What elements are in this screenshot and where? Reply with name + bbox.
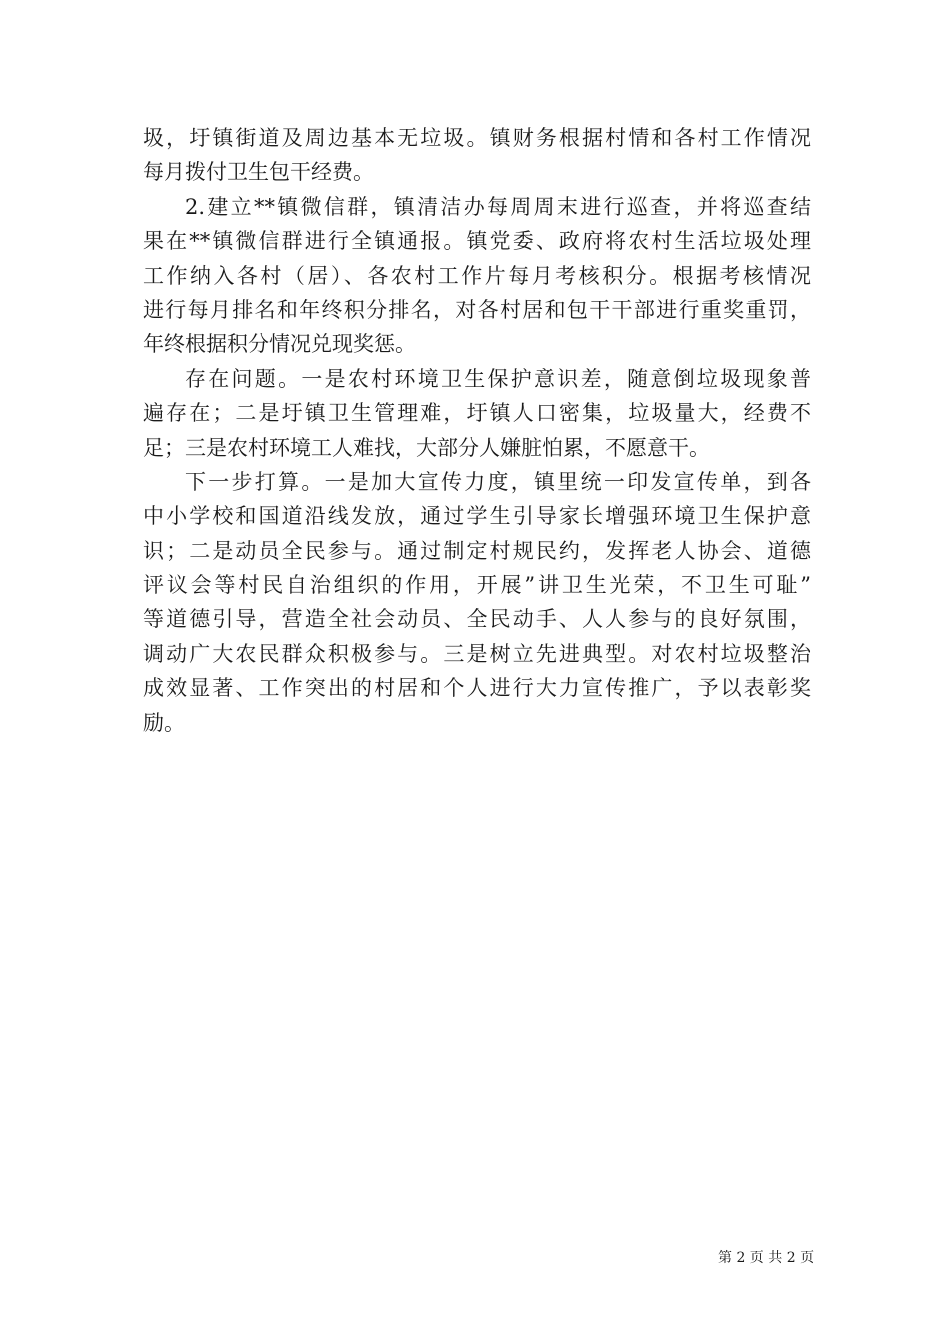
paragraph-1 xyxy=(143,121,811,190)
text-line: 励。 xyxy=(143,710,185,735)
text-line: 工作纳入各村（居）、各农村工作片每月考核积分。根据考核情况 xyxy=(143,263,811,288)
text-line: 年终根据积分情况兑现奖惩。 xyxy=(143,332,416,357)
paragraph-2 xyxy=(143,190,811,362)
document-body xyxy=(143,121,811,740)
text-line: 评议会等村民自治组织的作用，开展”讲卫生光荣，不卫生可耻” xyxy=(143,573,811,598)
text-line: 圾，圩镇街道及周边基本无垃圾。镇财务根据村情和各村工作情况 xyxy=(143,126,811,150)
text-line: 成效显著、工作突出的村居和个人进行大力宣传推广，予以表彰奖 xyxy=(143,676,811,701)
text-line: 进行每月排名和年终积分排名，对各村居和包干干部进行重奖重罚， xyxy=(143,297,811,322)
page-footer: 第 2 页 共 2 页 xyxy=(718,1250,815,1266)
text-line: 等道德引导，营造全社会动员、全民动手、人人参与的良好氛围， xyxy=(143,607,811,632)
text-line: 调动广大农民群众积极参与。三是树立先进典型。对农村垃圾整治 xyxy=(143,641,811,666)
text-line: 中小学校和国道沿线发放，通过学生引导家长增强环境卫生保护意 xyxy=(143,504,811,529)
text-line: 下一步打算。一是加大宣传力度，镇里统一印发宣传单，到各 xyxy=(185,469,811,494)
text-line: 存在问题。一是农村环境卫生保护意识差，随意倒垃圾现象普 xyxy=(185,366,811,391)
text-line: 每月拨付卫生包干经费。 xyxy=(143,160,374,185)
paragraph-3 xyxy=(143,362,811,465)
text-line: 2.建立**镇微信群，镇清洁办每周周末进行巡查，并将巡查结 xyxy=(185,194,811,219)
text-line: 果在**镇微信群进行全镇通报。镇党委、政府将农村生活垃圾处理 xyxy=(143,229,811,254)
text-line: 识；二是动员全民参与。通过制定村规民约，发挥老人协会、道德 xyxy=(143,538,811,563)
text-line: 足；三是农村环境工人难找，大部分人嫌脏怕累，不愿意干。 xyxy=(143,435,710,460)
text-line: 遍存在；二是圩镇卫生管理难，圩镇人口密集，垃圾量大，经费不 xyxy=(143,401,811,426)
paragraph-4 xyxy=(143,465,811,740)
